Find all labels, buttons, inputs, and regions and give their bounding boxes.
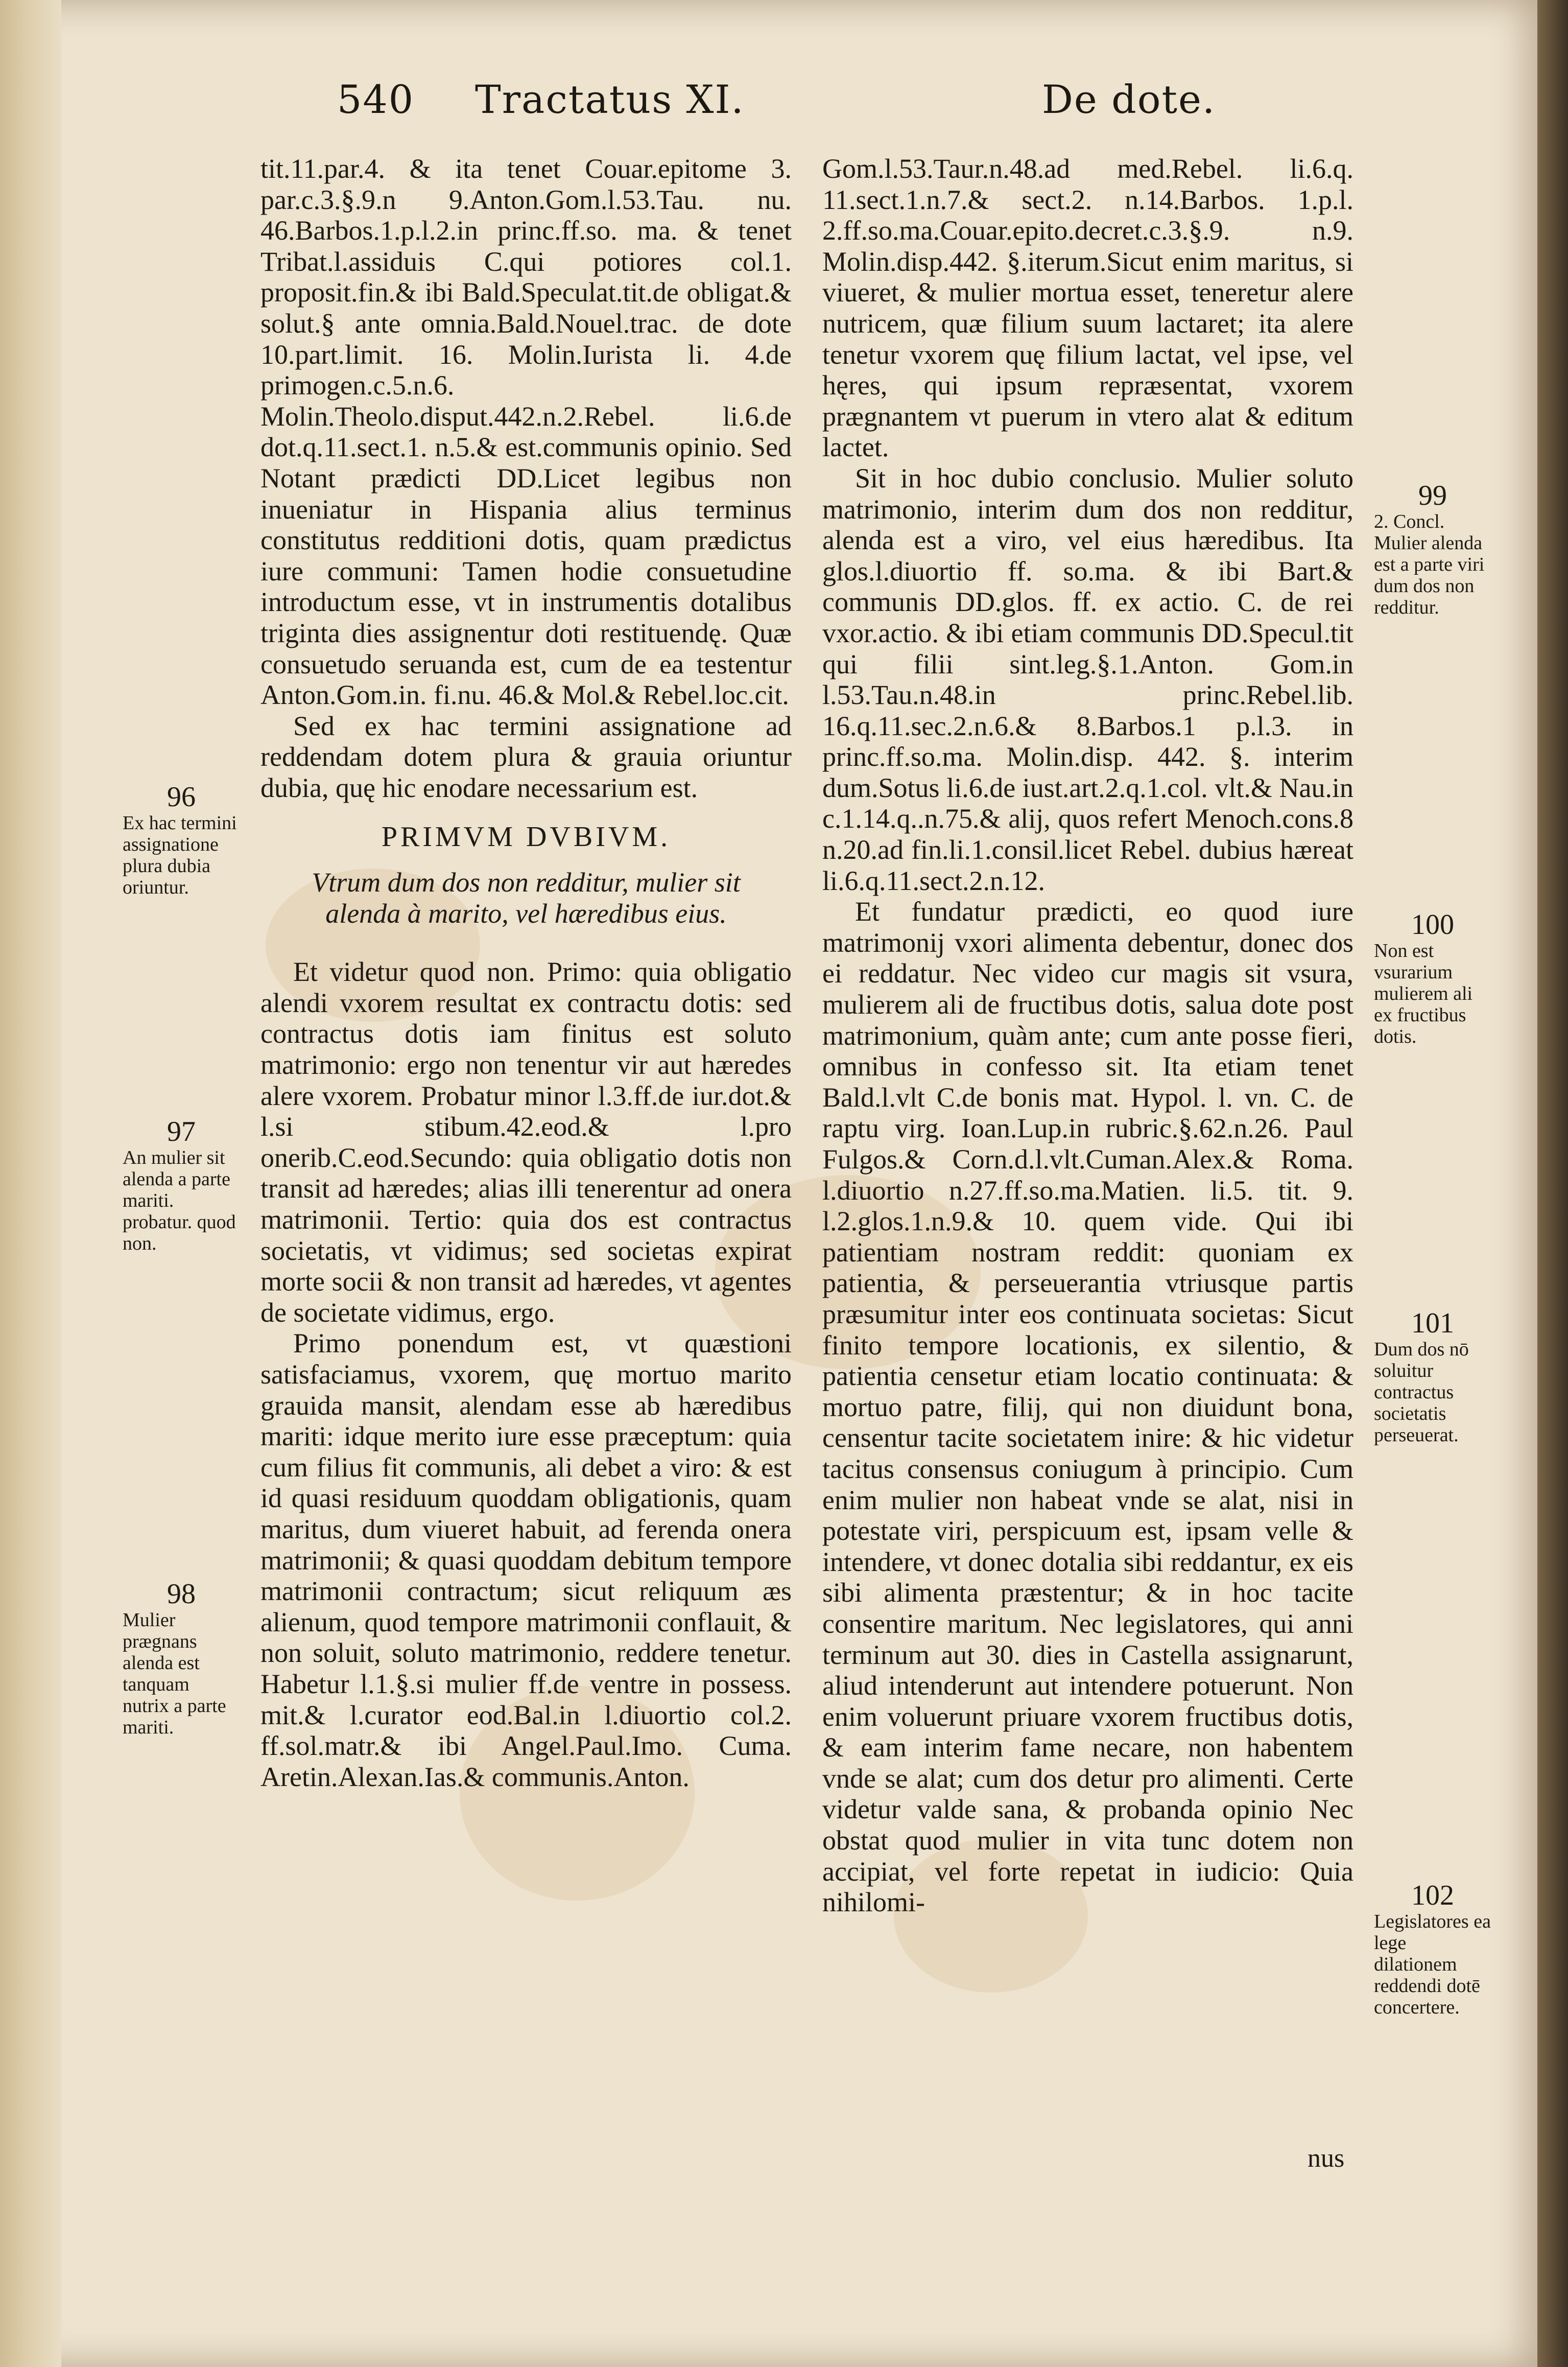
paragraph-96: Sed ex hac termini assignatione ad reddendam dotem plura & grauia oriuntur dubia, quę hic enodare necessarium est. — [260, 710, 792, 803]
paragraph-100: Et fundatur prædicti, eo quod iure matrimonij vxori alimenta debentur, donec dos ei reddatur. Nec video cur magis sit vsura, mulierem ali de fructibus dotis, salua dote post matrimonium, quàm ante; cum ante posse fieri, omnibus in confesso sit. Ita etiam tenet Bald.l.vlt C.de bonis mat. Hypol. l. vn. C. de raptu virg. Ioan.Lup.in rubric.§.62.n.26. Paul Fulgos.& Corn.d.l.vlt.Cuman.Alex.& Roma. l.diuortio n.27.ff.so.ma.Matien. li.5. tit. 9. l.2.glos.1.n.9.& 10. quem vide. Qui ibi patientiam nostram reddit: quoniam ex patientia, & perseuerantia vtriusque partis præsumitur inter eos continuata societas: Sicut finito tempore locationis, ex silentio, & patientia censetur etiam locatio continuata: & mortuo patre, filij, qui non diuidunt bona, censentur tacite societatem inire: & hic videtur tacitus consensus coniugum à principio. Cum enim mulier non habeat vnde se alat, nisi in potestate viri, perspicuum est, ipsam velle & intendere, vt donec dotalia sibi reddantur, ex eis sibi alimenta præstentur; & in hoc tacite consentire maritum. Nec legislatores, qui anni terminum aut 30. dies in Castella assignarunt, aliud intenderunt aut intendere potuerunt. Non enim voluerunt priuare vxorem fructibus dotis, & eam interim fame necare, non habentem vnde se alat; cum dos detur pro alimenti. Certe videtur valde sana, & probanda opinio Nec obstat quod mulier in vita tunc dotem non accipiat, vel forte repetat in iudicio: Quia nihilomi- — [822, 896, 1353, 1918]
catchword: nus — [1308, 2144, 1345, 2173]
section-heading: PRIMVM DVBIVM. — [381, 821, 671, 853]
note-number: 98 — [167, 1578, 196, 1610]
margin-note-101 — [1374, 1308, 1491, 1446]
question-text: Vtrum dum dos non redditur, mulier sit alenda à marito, vel hæredibus eius. — [312, 867, 741, 929]
margin-note-96 — [123, 782, 240, 898]
paragraph-97: Et videtur quod non. Primo: quia obligatio alendi vxorem resultat ex contractu dotis: sed contractus dotis iam finitus est soluto matrimonio: ergo non tenentur vir aut hæredes alere vxorem. Probatur minor l.3.ff.de iur.dot.& l.si stibum.42.eod.& l.pro onerib.C.eod.Secundo: quia obligatio dotis non transit ad hæredes; alias illi tenerentur ad onera matrimonii. Tertio: quia dos est contractus societatis, vt vidimus; sed societas expirat morte socii & non transit ad hæredes, vt agentes de societate vidimus, ergo. — [260, 956, 792, 1328]
margin-note-98 — [123, 1579, 240, 1738]
running-title-right: De dote. — [1042, 77, 1216, 122]
margin-note-100 — [1374, 909, 1491, 1047]
note-text: 2. Concl. Mulier alenda est a parte viri dum dos non redditur. — [1374, 511, 1485, 618]
paragraph-98: Primo ponendum est, vt quæstioni satisfaciamus, vxorem, quę mortuo marito grauida mansit, alendam esse ab hæredibus mariti: idque merito iure esse præceptum: quia cum filius fit communis, ali debet a viro: & est id quasi residuum quoddam obligationis, quam maritus, dum viueret habuit, ad ferenda onera matrimonii; & quasi quoddam debitum tempore matrimonii contractum; sicut reliquum æs alienum, quod tempore matrimonii conflauit, & non soluit, soluto matrimonio, reddere tenetur. Habetur l.1.§.si mulier ff.de ventre in possess. mit.& l.curator eod.Bal.in l.diuortio col.2. ff.sol.matr.& ibi Angel.Paul.Imo. Cuma. Aretin.Alexan.Ias.& communis.Anton. — [260, 1328, 792, 1792]
book-edge — [1537, 0, 1568, 2367]
page-number: 540 — [337, 77, 415, 122]
note-number: 97 — [167, 1116, 196, 1147]
note-text: Mulier prægnans alenda est tanquam nutrix a parte mariti. — [123, 1609, 226, 1738]
margin-note-102 — [1374, 1880, 1491, 2018]
margin-note-97 — [123, 1116, 240, 1254]
margin-note-99 — [1374, 480, 1491, 618]
note-number: 99 — [1418, 480, 1447, 511]
note-text: Dum dos nō soluitur contractus societatis perseuerat. — [1374, 1339, 1469, 1446]
paragraph-continued: Gom.l.53.Taur.n.48.ad med.Rebel. li.6.q. 11.sect.1.n.7.& sect.2. n.14.Barbos. 1.p.l. 2.ff.so.ma.Couar.epito.decret.c.3.§.9. n.9. Molin.disp.442. §.iterum.Sicut enim maritus, si viueret, & mulier mortua esset, teneretur alere nutricem, quæ filium suum lactaret; ita alere tenetur vxorem quę filium lactat, vel ipse, vel hęres, qui ipsum repræsentat, vxorem prægnantem vt puerum in vtero alat & editum lactet. — [822, 153, 1353, 463]
paragraph-intro: tit.11.par.4. & ita tenet Couar.epitome 3. par.c.3.§.9.n 9.Anton.Gom.l.53.Tau. nu. 46.Barbos.1.p.l.2.in princ.ff.so. ma. & tenet Tribat.l.assiduis C.qui potiores col.1. proposit.fin.& ibi Bald.Speculat.tit.de obligat.& solut.§ ante omnia.Bald.Nouel.trac. de dote 10.part.limit. 16. Molin.Iurista li. 4.de primogen.c.5.n.6. Molin.Theolo.disput.442.n.2.Rebel. li.6.de dot.q.11.sect.1. n.5.& est.communis opinio. Sed Notant prædicti DD.Licet legibus non inueniatur in Hispania alius terminus constitutus redditioni dotis, quam prædictus iure communi: Tamen hodie consuetudine introductum esse, vt in instrumentis dotalibus triginta dies assignentur doti restituendę. Quæ consuetudo seruanda est, cum de ea testentur Anton.Gom.in. fi.nu. 46.& Mol.& Rebel.loc.cit. — [260, 153, 792, 711]
note-text: Legislatores ea lege dilationem reddendi dotē concertere. — [1374, 1911, 1491, 2018]
page-gutter — [0, 0, 61, 2367]
note-text: Ex hac termini assignatione plura dubia oriuntur. — [123, 812, 237, 898]
note-number: 100 — [1411, 909, 1454, 941]
note-number: 96 — [167, 781, 196, 813]
paragraph-99: Sit in hoc dubio conclusio. Mulier soluto matrimonio, interim dum dos non redditur, alenda est a viro, vel eius hæredibus. Ita glos.l.diuortio ff. so.ma. & ibi Bart.& communis DD.glos. ff. ex actio. C. de rei vxor.actio. & ibi etiam communis DD.Specul.tit qui filii sint.leg.§.1.Anton. Gom.in l.53.Tau.n.48.in princ.Rebel.lib. 16.q.11.sec.2.n.6.& 8.Barbos.1 p.l.3. in princ.ff.so.ma. Molin.disp. 442. §. interim dum.Sotus li.6.de iust.art.2.q.1.col. vlt.& Nau.in c.1.14.q..n.75.& alij, quos refert Menoch.cons.8 n.20.ad fin.li.1.consil.licet Rebel. dubius hæreat li.6.q.11.sect.2.n.12. — [822, 462, 1353, 896]
note-number: 102 — [1411, 1880, 1454, 1911]
note-number: 101 — [1411, 1307, 1454, 1339]
left-column — [260, 153, 792, 1792]
note-text: An mulier sit alenda a parte mariti. probatur. quod non. — [123, 1147, 236, 1254]
right-column — [822, 153, 1353, 1918]
running-title: Tractatus XI. — [475, 77, 745, 122]
note-text: Non est vsurarium mulierem ali ex fructibus dotis. — [1374, 940, 1473, 1047]
